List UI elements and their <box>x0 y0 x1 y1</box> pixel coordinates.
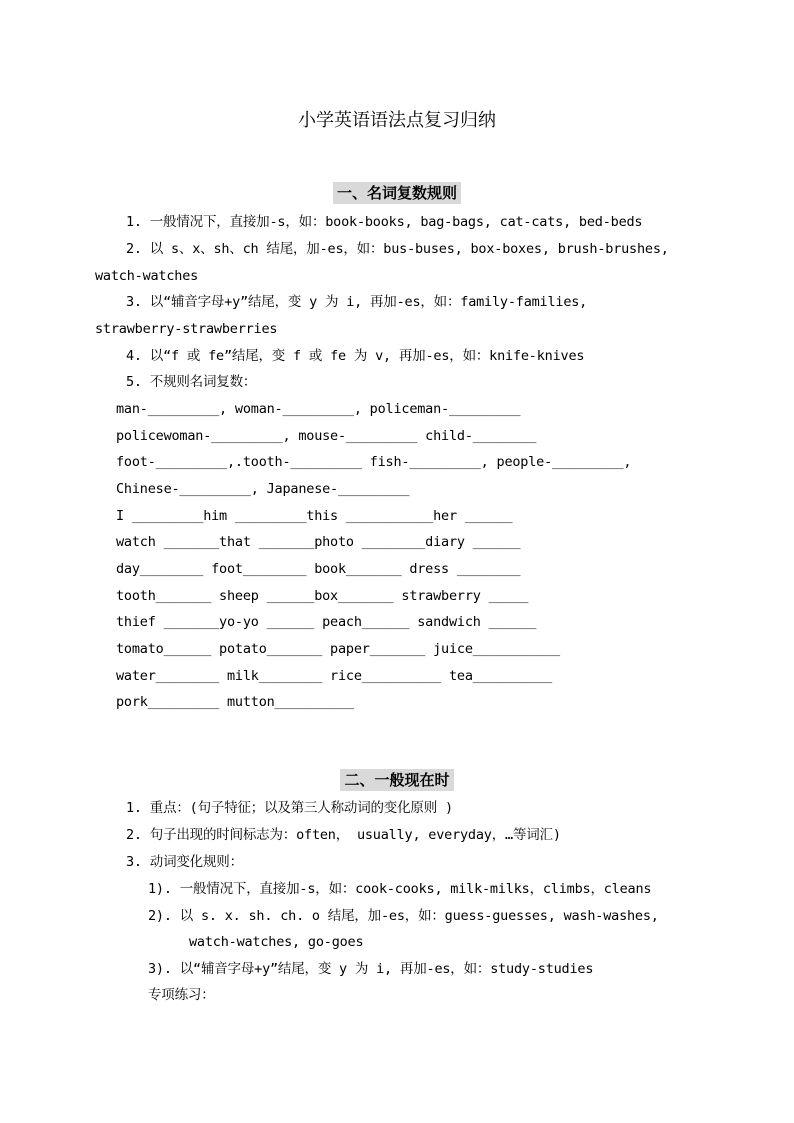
exercise-line: Chinese-_________, Japanese-_________ <box>116 481 410 497</box>
section-heading-label: 二、一般现在时 <box>340 769 453 791</box>
exercise-line: I _________him _________this ___________her ______ <box>116 508 513 524</box>
rule-line: 2). 以 s. x. sh. ch. o 结尾，加-es，如：guess-guesses, wash-washes, <box>148 908 659 924</box>
rule-line: 5. 不规则名词复数： <box>126 374 257 390</box>
exercise-heading: 专项练习： <box>148 987 215 1003</box>
rule-line: 3). 以“辅音字母+y”结尾，变 y 为 i, 再加-es，如：study-studies <box>148 961 594 977</box>
section-heading-label: 一、名词复数规则 <box>333 182 461 204</box>
rule-line: 2. 句子出现的时间标志为：often， usually, everyday，…等词汇) <box>126 827 561 843</box>
exercise-line: watch _______that _______photo ________diary ______ <box>116 534 521 550</box>
rule-line: watch-watches <box>95 268 199 284</box>
exercise-line: day________ foot________ book_______ dress ________ <box>116 561 521 577</box>
document-title: 小学英语语法点复习归纳 <box>298 110 496 131</box>
exercise-line: tomato______ potato_______ paper_______ juice___________ <box>116 641 560 657</box>
exercise-line: policewoman-_________, mouse-_________ child-________ <box>116 428 537 444</box>
rule-line: strawberry-strawberries <box>95 321 278 337</box>
rule-line: 2. 以 s、x、sh、ch 结尾，加-es，如：bus-buses, box-boxes, brush-brushes, <box>126 241 669 257</box>
rule-line: watch-watches, go-goes <box>189 934 364 950</box>
exercise-line: water________ milk________ rice__________ tea__________ <box>116 668 553 684</box>
rule-line: 4. 以“f 或 fe”结尾，变 f 或 fe 为 v, 再加-es，如：knife-knives <box>126 348 585 364</box>
rule-line: 1). 一般情况下，直接加-s，如：cook-cooks, milk-milks，climbs，cleans <box>148 881 652 897</box>
section-heading-plural-nouns <box>0 182 794 204</box>
exercise-line: pork_________ mutton__________ <box>116 694 354 710</box>
rule-line: 3. 以“辅音字母+y”结尾，变 y 为 i, 再加-es，如：family-families, <box>126 294 588 310</box>
exercise-line: thief _______yo-yo ______ peach______ sandwich ______ <box>116 614 537 630</box>
exercise-line: foot-_________,.tooth-_________ fish-_________, people-_________, <box>116 454 632 470</box>
exercise-line: tooth_______ sheep ______box_______ strawberry _____ <box>116 588 529 604</box>
rule-line: 3. 动词变化规则： <box>126 854 243 870</box>
exercise-line: man-_________, woman-_________, policeman-_________ <box>116 401 521 417</box>
rule-line: 1. 重点：(句子特征；以及第三人称动词的变化原则 ) <box>126 800 453 816</box>
section-heading-present-simple <box>0 769 794 791</box>
rule-line: 1. 一般情况下，直接加-s，如：book-books, bag-bags, cat-cats, bed-beds <box>126 214 643 230</box>
